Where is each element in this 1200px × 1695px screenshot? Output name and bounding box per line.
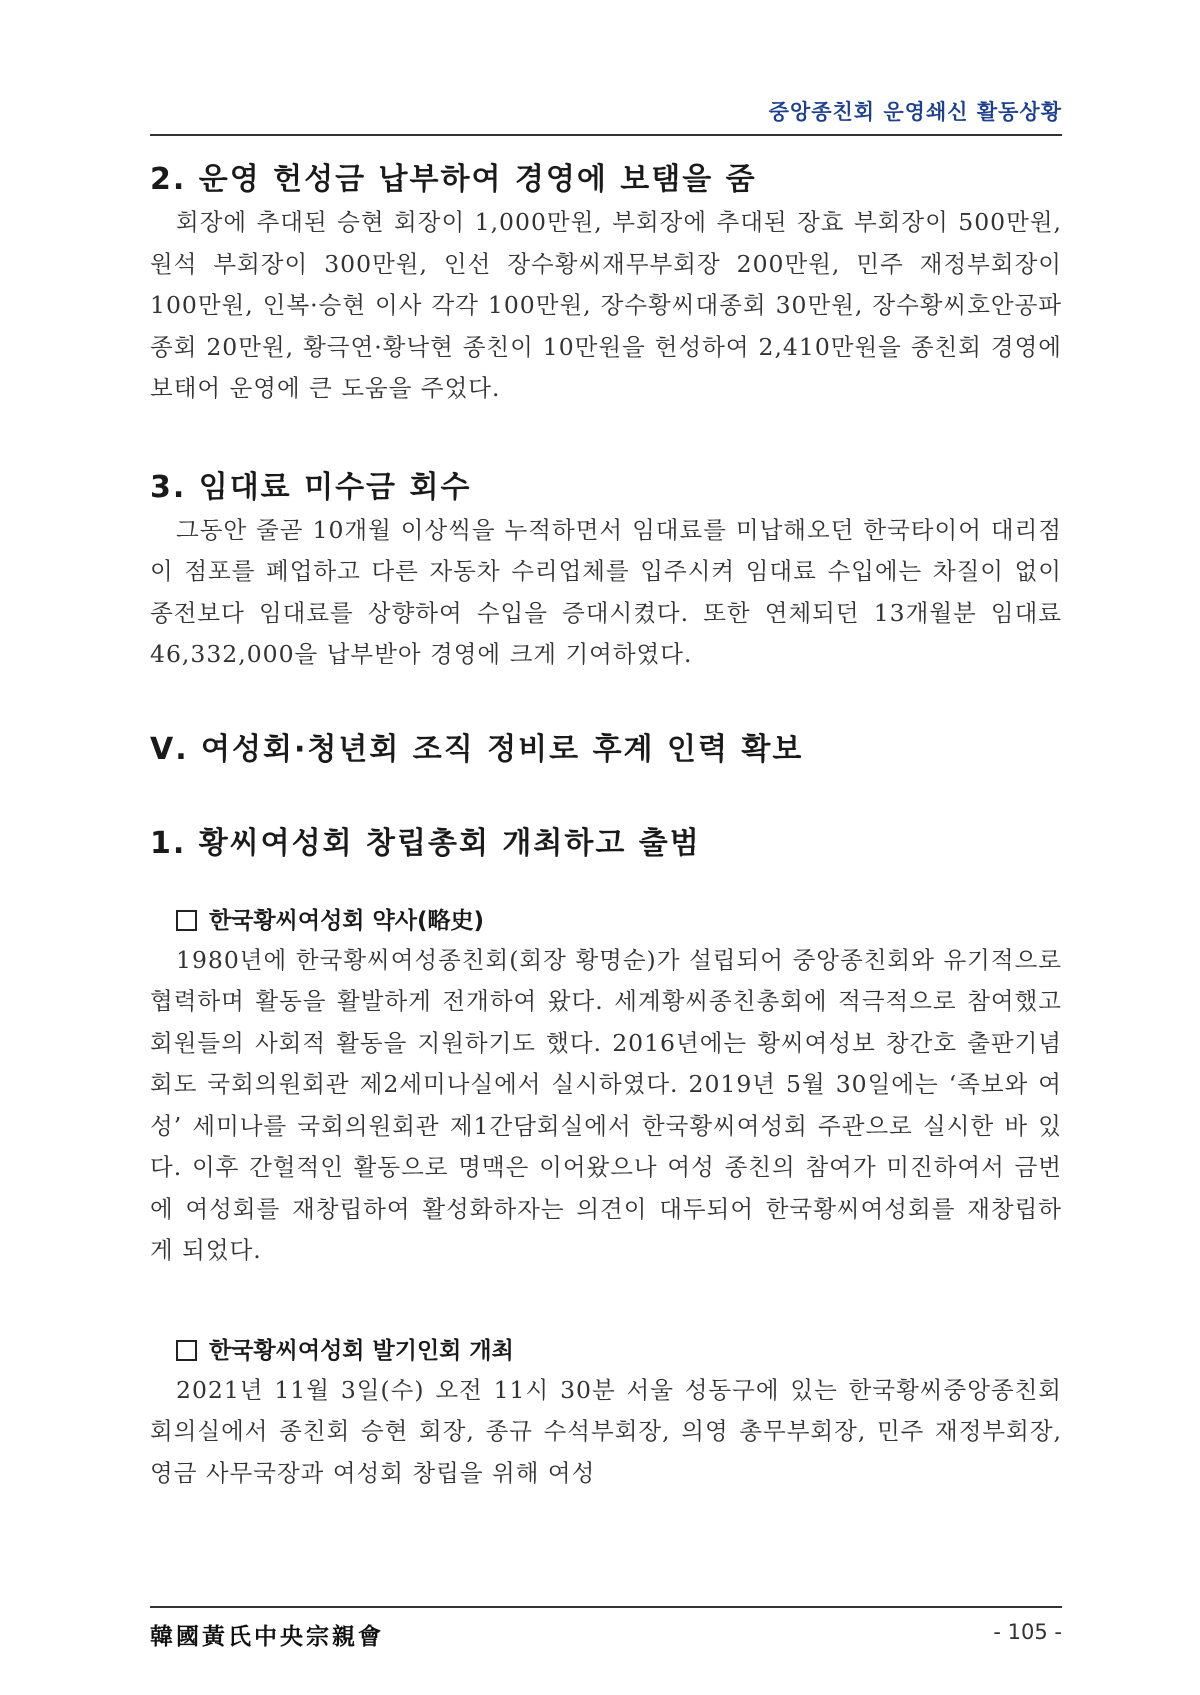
section-2-heading: 2. 운영 헌성금 납부하여 경영에 보탬을 줌	[150, 162, 757, 197]
running-header: 중앙종친회 운영쇄신 활동상황	[768, 100, 1062, 124]
box-heading-founders-meeting-label: 한국황씨여성회 발기인회 개최	[209, 1337, 514, 1364]
section-1-heading: 1. 황씨여성회 창립총회 개최하고 출범	[150, 825, 701, 861]
document-page	[150, 0, 1062, 1695]
page-number: - 105 -	[993, 1620, 1062, 1644]
founders-meeting-paragraph: 2021년 11월 3일(수) 오전 11시 30분 서울 성동구에 있는 한국황씨중앙종친회 회의실에서 종친회 승현 회장, 종규 수석부회장, 의영 총무부회장, 민주 재정부회장, 영금 사무국장과 여성회 창립을 위해 여성	[150, 1375, 1062, 1487]
section-3-heading: 3. 임대료 미수금 회수	[150, 469, 472, 505]
history-paragraph: 1980년에 한국황씨여성종친회(회장 황명순)가 설립되어 중앙종친회와 유기적으로 협력하며 활동을 활발하게 전개하여 왔다. 세계황씨종친총회에 적극적으로 참여했고 회원들의 사회적 활동을 지원하기도 했다. 2016년에는 황씨여성보 창간호 출판기념회도 국회의원회관 제2세미나실에서 실시하였다. 2019년 5월 30일에는 ‘족보와 여성’ 세미나를 국회의원회관 제1간담회실에서 한국황씨여성회 주관으로 실시한 바 있다. 이후 간헐적인 활동으로 명맥은 이어왔으나 여성 종친의 참여가 미진하여서 금번에 여성회를 재창립하여 활성화하자는 의견이 대두되어 한국황씨여성회를 재창립하게 되었다.	[150, 945, 1062, 1264]
box-heading-founders-meeting	[150, 1332, 1062, 1370]
footer-rule	[150, 1606, 1062, 1608]
square-bullet-icon	[176, 1340, 197, 1361]
header-rule	[150, 134, 1062, 136]
box-heading-history	[150, 902, 1062, 940]
chapter-heading: Ⅴ. 여성회·청년회 조직 정비로 후계 인력 확보	[150, 731, 804, 767]
footer-organization-name: 韓國黃氏中央宗親會	[150, 1623, 384, 1650]
section-3-paragraph: 그동안 줄곧 10개월 이상씩을 누적하면서 임대료를 미납해오던 한국타이어 대리점이 점포를 폐업하고 다른 자동차 수리업체를 입주시켜 임대료 수입에는 차질이 없이 종전보다 임대료를 상향하여 수입을 증대시켰다. 또한 연체되던 13개월분 임대료 46,332,000을 납부받아 경영에 크게 기여하였다.	[150, 515, 1062, 668]
box-heading-history-label: 한국황씨여성회 약사(略史)	[209, 907, 484, 934]
section-2-paragraph: 회장에 추대된 승현 회장이 1,000만원, 부회장에 추대된 장효 부회장이 500만원, 원석 부회장이 300만원, 인선 장수황씨재무부회장 200만원, 민주 재정부회장이 100만원, 인복·승현 이사 각각 100만원, 장수황씨대종회 30만원, 장수황씨호안공파종회 20만원, 황극연·황낙현 종친이 10만원을 헌성하여 2,410만원을 종친회 경영에 보태어 운영에 큰 도움을 주었다.	[150, 208, 1062, 402]
page-content	[150, 158, 1062, 1494]
square-bullet-icon	[176, 910, 197, 931]
